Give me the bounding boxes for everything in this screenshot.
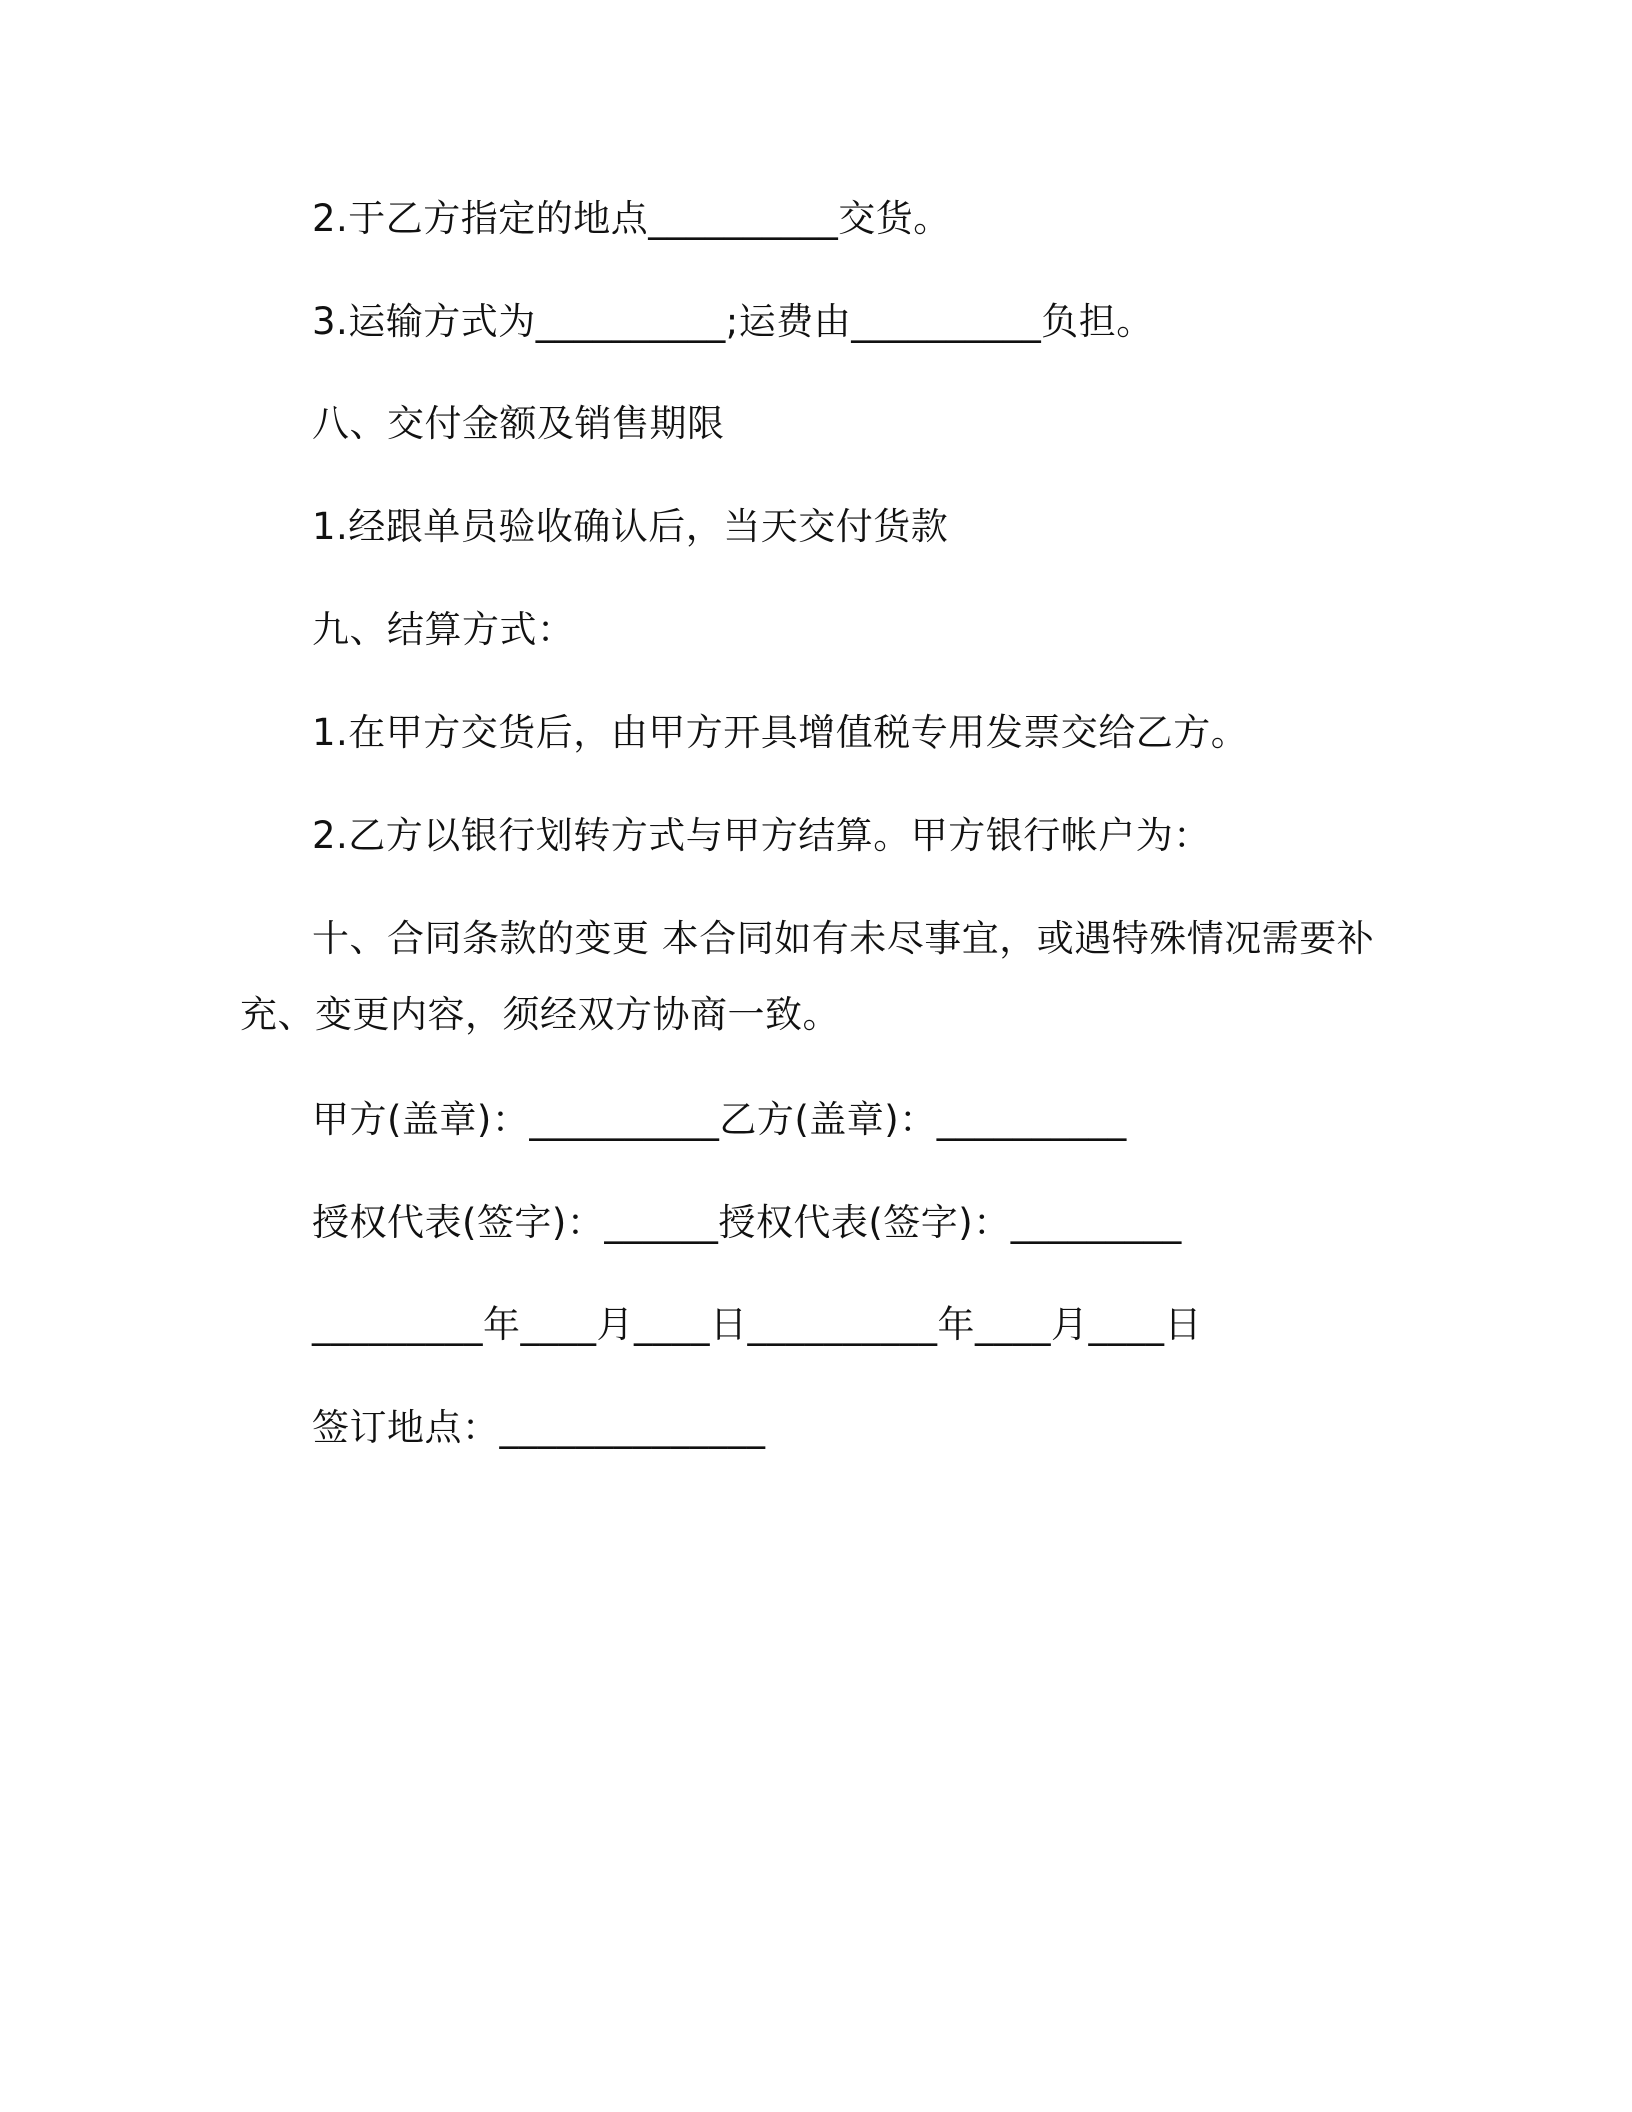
- signing-date-line: _________年____月____日__________年____月____日: [312, 1303, 1202, 1346]
- clause-7-2-delivery-location: 2.于乙方指定的地点__________交货。: [312, 197, 951, 240]
- signing-location-line: 签订地点：______________: [312, 1406, 766, 1449]
- section-9-heading: 九、结算方式：: [312, 608, 575, 651]
- section-10-heading: 十、合同条款的变更 本合同如有未尽事宜，或遇特殊情况需要补: [312, 917, 1375, 960]
- authorized-representative-line: 授权代表(签字)：______授权代表(签字)：_________: [312, 1201, 1182, 1244]
- section-8-heading: 八、交付金额及销售期限: [312, 402, 725, 445]
- signature-seal-line: 甲方(盖章)：__________乙方(盖章)：__________: [312, 1098, 1127, 1141]
- clause-9-1-invoice: 1.在甲方交货后，由甲方开具增值税专用发票交给乙方。: [312, 711, 1249, 754]
- clause-7-3-transport-method: 3.运输方式为__________;运费由__________负担。: [312, 300, 1154, 343]
- clause-8-1-payment: 1.经跟单员验收确认后，当天交付货款: [312, 505, 949, 548]
- section-10-continuation: 充、变更内容，须经双方协商一致。: [240, 993, 840, 1036]
- clause-9-2-bank-transfer: 2.乙方以银行划转方式与甲方结算。甲方银行帐户为：: [312, 814, 1211, 857]
